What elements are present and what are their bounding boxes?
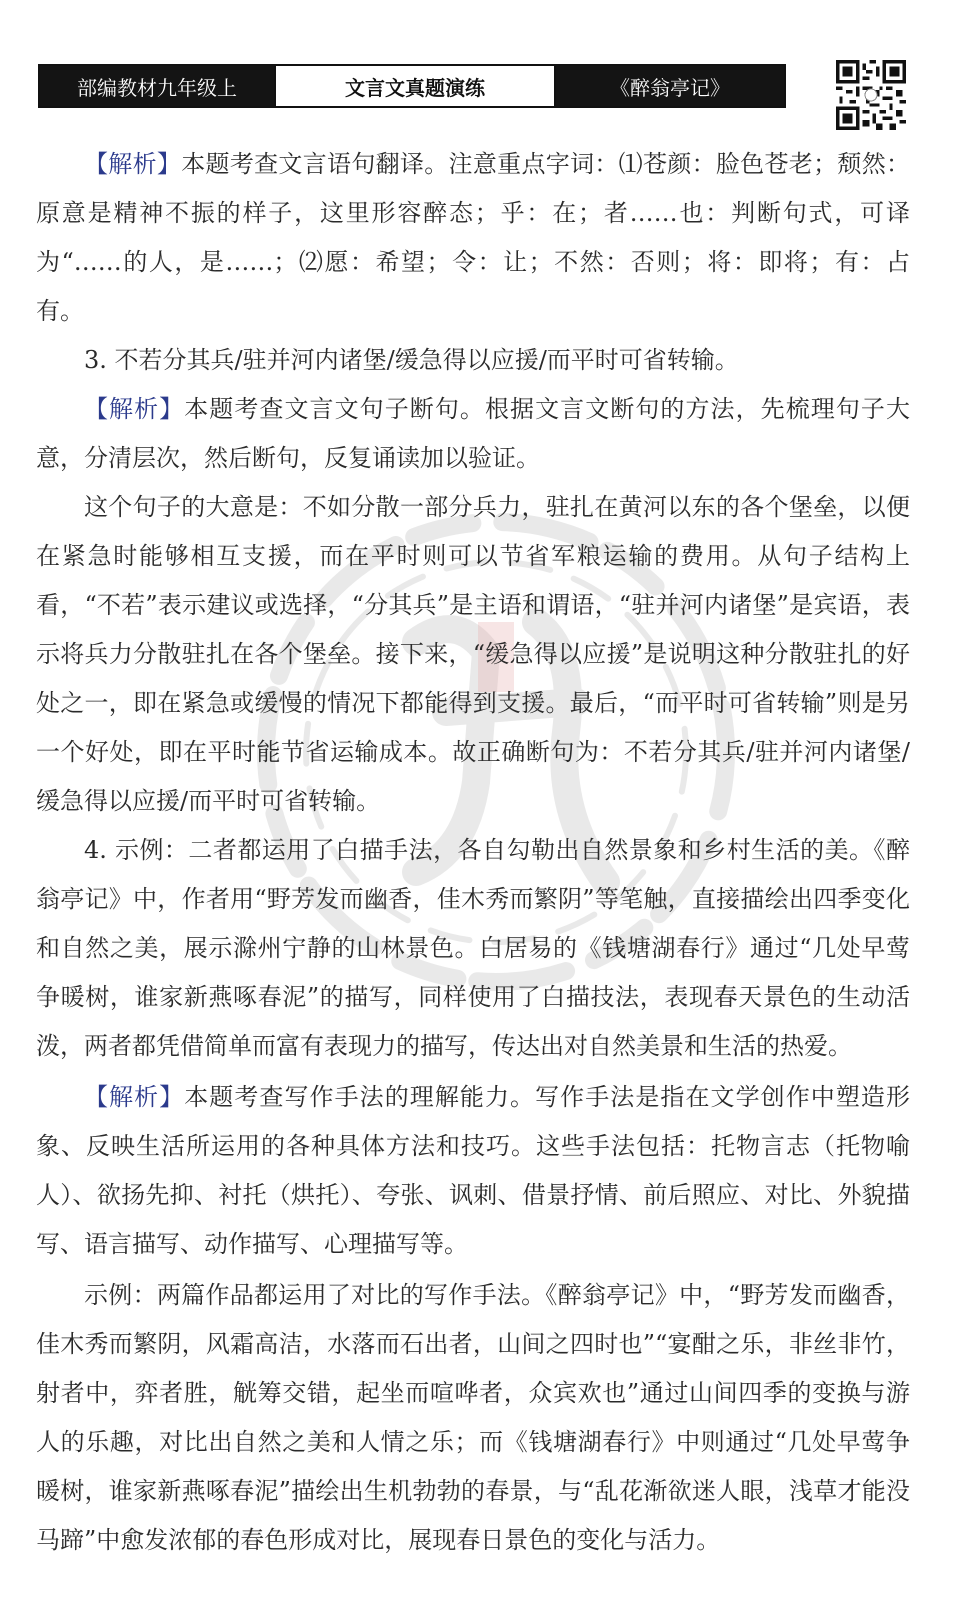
analysis-paragraph bbox=[36, 1073, 910, 1269]
header-text-title: 《醉翁亭记》 bbox=[556, 66, 784, 106]
header-section-title: 文言文真题演练 bbox=[274, 66, 556, 106]
paragraph-text: 3. 不若分其兵/驻并河内诸堡/缓急得以应援/而平时可省转输。 bbox=[84, 346, 739, 374]
answer-4-paragraph bbox=[36, 826, 910, 1071]
explanation-paragraph bbox=[36, 483, 910, 826]
paragraph-text: 本题考查文言语句翻译。注意重点字词：⑴苍颜：脸色苍老；颓然：原意是精神不振的样子，这里形容醉态；乎：在；者……也：判断句式，可译为“……的人，是……；⑵愿：希望；令：让；不然：否则；将：即将；有：占有。 bbox=[36, 150, 911, 325]
analysis-label: 【解析】 bbox=[84, 1083, 185, 1111]
paragraph-text: 这个句子的大意是：不如分散一部分兵力，驻扎在黄河以东的各个堡垒，以便在紧急时能够相互支援，而在平时则可以节省军粮运输的费用。从句子结构上看，“不若”表示建议或选择，“分其兵”是主语和谓语，“驻并河内诸堡”是宾语，表示将兵力分散驻扎在各个堡垒。接下来，“缓急得以应援”是说明这种分散驻扎的好处之一，即在紧急或缓慢的情况下都能得到支援。最后，“而平时可省转输”则是另一个好处，即在平时能节省运输成本。故正确断句为：不若分其兵/驻并河内诸堡/缓急得以应援/而平时可省转输。 bbox=[36, 493, 910, 815]
answer-3-paragraph bbox=[36, 336, 910, 385]
paragraph-text: 本题考查文言文句子断句。根据文言文断句的方法，先梳理句子大意，分清层次，然后断句，反复诵读加以验证。 bbox=[36, 395, 910, 472]
analysis-paragraph bbox=[36, 140, 910, 336]
answer-content bbox=[36, 140, 910, 1565]
qr-code-icon bbox=[836, 60, 906, 130]
analysis-label: 【解析】 bbox=[84, 150, 182, 178]
header-bar bbox=[38, 64, 786, 108]
analysis-label: 【解析】 bbox=[84, 395, 185, 423]
analysis-paragraph bbox=[36, 385, 910, 483]
header-grade-label: 部编教材九年级上 bbox=[40, 66, 274, 106]
paragraph-text: 4. 示例：二者都运用了白描手法，各自勾勒出自然景象和乡村生活的美。《醉翁亭记》中，作者用“野芳发而幽香，佳木秀而繁阴”等笔触，直接描绘出四季变化和自然之美，展示滁州宁静的山林景色。白居易的《钱塘湖春行》通过“几处早莺争暖树，谁家新燕啄春泥”的描写，同样使用了白描技法，表现春天景色的生动活泼，两者都凭借简单而富有表现力的描写，传达出对自然美景和生活的热爱。 bbox=[36, 836, 910, 1060]
paragraph-text: 本题考查写作手法的理解能力。写作手法是指在文学创作中塑造形象、反映生活所运用的各种具体方法和技巧。这些手法包括：托物言志（托物喻人）、欲扬先抑、衬托（烘托）、夸张、讽刺、借景抒情、前后照应、对比、外貌描写、语言描写、动作描写、心理描写等。 bbox=[36, 1083, 910, 1258]
example-paragraph bbox=[36, 1271, 910, 1565]
paragraph-text: 示例：两篇作品都运用了对比的写作手法。《醉翁亭记》中，“野芳发而幽香，佳木秀而繁阴，风霜高洁，水落而石出者，山间之四时也”“宴酣之乐，非丝非竹，射者中，弈者胜，觥筹交错，起坐而喧哗者，众宾欢也”通过山间四季的变换与游人的乐趣，对比出自然之美和人情之乐；而《钱塘湖春行》中则通过“几处早莺争暖树，谁家新燕啄春泥”描绘出生机勃勃的春景，与“乱花渐欲迷人眼，浅草才能没马蹄”中愈发浓郁的春色形成对比，展现春日景色的变化与活力。 bbox=[36, 1281, 910, 1554]
